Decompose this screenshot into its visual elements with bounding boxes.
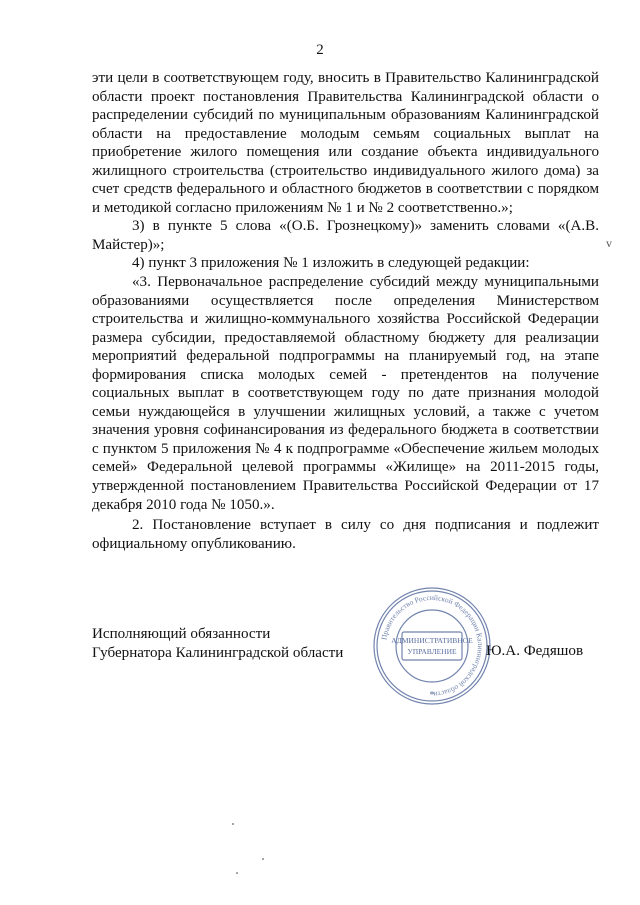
signer-position-line1: Исполняющий обязанности [92,626,271,642]
signer-position-line2: Губернатора Калининградской области [92,644,344,661]
scan-speck [236,872,238,874]
paragraph-item-3: 3) в пункте 5 слова «(О.Б. Грознецкому)» заменить словами «(А.В. Майстер)»; [92,218,599,253]
stamp-center-line2: УПРАВЛЕНИЕ [407,647,457,656]
signature-block [92,625,343,662]
paragraph-item-4: 4) пункт 3 приложения № 1 изложить в следующей редакции: [132,255,530,272]
paragraph-continuation: эти цели в соответствующем году, вносить в Правительство Калининградской области проект постановления Правительства Калининградской области о распределении субсидий по муниципальным образованиям Калининградской области на предоставление молодым семьям социальных выплат на приобретение жилого помещения или создание объекта индивидуального жилищного строительства (строительство индивидуального жилого дома) за счет средств федерального и областного бюджетов в соответствии с порядком и методикой согласно приложениям № 1 и № 2 соответственно.»; [92,70,599,216]
page-number: 2 [316,42,324,58]
signer-name: Ю.А. Федяшов [486,643,584,659]
document-body [92,69,599,553]
paragraph-quoted-clause: «3. Первоначальное распределение субсидий между муниципальными образованиями осуществляется после определения Министерством строительства и жилищно-коммунального хозяйства Российской Федерации размера субсидии, предоставляемой областному бюджету для реализации мероприятий федеральной подпрограммы на планируемый год, на этапе формирования списка молодых семей - претендентов на получение социальных выплат в соответствующем году по дате признания молодой семьи нуждающейся в улучшении жилищных условий, а также с учетом значения уровня софинансирования из федерального бюджета в соответствии с пунктом 5 приложения № 4 к подпрограмме «Обеспечение жильем молодых семей» Федеральной целевой программы «Жилище» на 2011-2015 годы, утвержденной постановлением Правительства Российской Федерации от 17 декабря 2010 года № 1050.». [92,274,599,513]
stamp-star: * [429,690,435,701]
scan-speck [232,823,234,825]
svg-text:Правительство Российской Федер [379,593,485,699]
margin-check-mark: v [606,236,612,250]
scan-speck [262,858,264,860]
official-stamp [370,584,494,708]
stamp-ring-text: Правительство Российской Федерации Калининградской области [379,592,486,700]
paragraph-effective-date: 2. Постановление вступает в силу со дня подписания и подлежит официальному опубликованию. [92,517,599,552]
stamp-center-line1: АДМИНИСТРАТИВНОЕ [391,636,473,645]
